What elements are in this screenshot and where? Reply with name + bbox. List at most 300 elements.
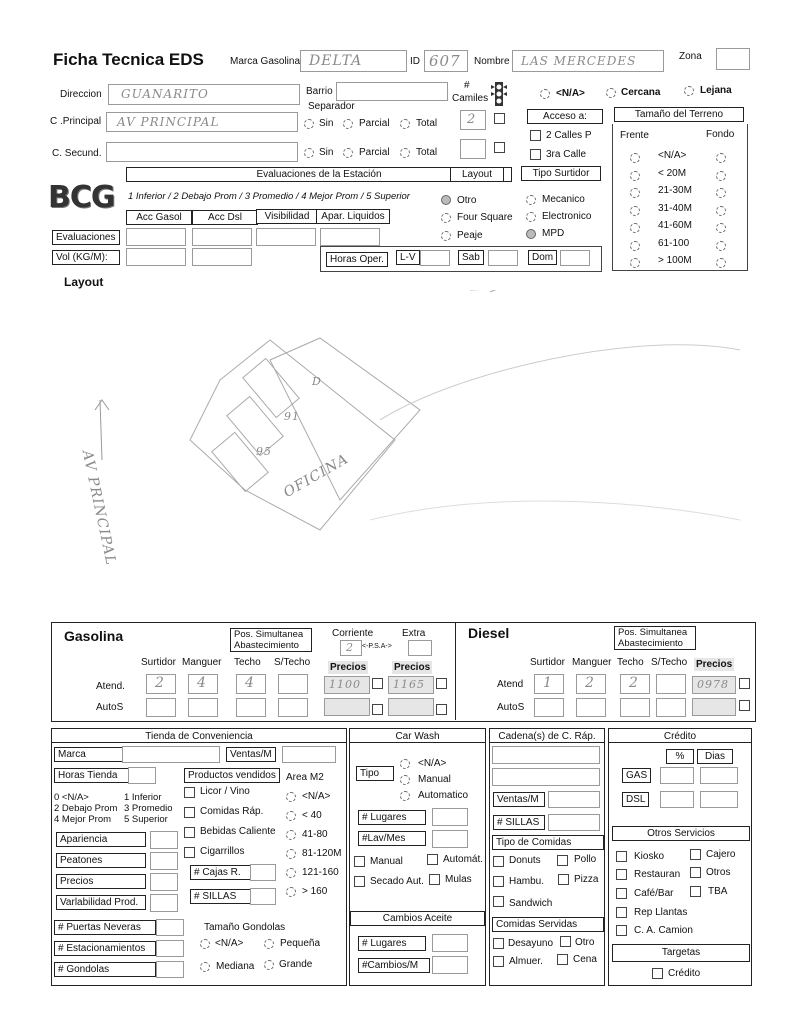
horas-label: Horas Oper. — [326, 252, 388, 267]
otros-servicios-title: Otros Servicios — [612, 826, 750, 841]
terreno-frente-radio[interactable] — [630, 241, 640, 251]
tienda-cajas-field[interactable] — [250, 864, 276, 881]
gasolina-autos-extra-checkbox[interactable] — [436, 704, 447, 715]
tienda-scale-2: 2 Debajo Prom — [54, 803, 118, 814]
cadena-donuts-label: Donuts — [509, 855, 541, 866]
tienda-horas-label: Horas Tienda — [54, 768, 130, 783]
carwash-mulas-label: Mulas — [445, 874, 472, 885]
evaluaciones-title: Evaluaciones de la Estación — [126, 167, 512, 182]
secund-label: C. Secund. — [52, 148, 102, 159]
carwash-lavmes-label: #Lav/Mes — [358, 831, 426, 846]
tienda-title: Tienda de Conveniencia — [52, 731, 346, 743]
secund-field[interactable] — [106, 142, 298, 162]
diesel-autos-label: AutoS — [497, 702, 525, 713]
tienda-productos-label: Productos vendidos — [184, 768, 280, 783]
principal-sin-label: Sin — [319, 118, 334, 129]
diesel-atend-techo[interactable] — [620, 674, 650, 694]
tienda-rating-label: Precios — [56, 874, 146, 889]
marca-value: DELTA — [309, 53, 363, 69]
diesel-atend-surtidor-val: 1 — [543, 675, 553, 691]
terreno-frente-radio[interactable] — [630, 153, 640, 163]
otros-restauran-label: Restauran — [634, 869, 681, 880]
carwash-secado-checkbox[interactable] — [354, 876, 365, 887]
terreno-row-label: 21-30M — [658, 185, 692, 196]
otros-tba-label: TBA — [708, 886, 728, 897]
tienda-gondolas-label: # Gondolas — [54, 962, 156, 977]
surtidor-electronico-label: Electronico — [542, 211, 592, 222]
cadena-sillas-field[interactable] — [548, 814, 600, 831]
carwash-lugares-field[interactable] — [432, 808, 468, 826]
gasolina-autos-extra[interactable] — [388, 698, 434, 716]
secund-sin-label: Sin — [319, 147, 334, 158]
tienda-area-label: Area M2 — [286, 772, 324, 783]
gasolina-precios-corriente-label: Precios — [330, 662, 367, 673]
tienda-area-radio[interactable] — [286, 811, 296, 821]
terreno-row-label: > 100M — [658, 255, 692, 266]
carwash-auto-label: Automatico — [418, 790, 469, 801]
tienda-area-option: <N/A> — [302, 791, 331, 802]
terreno-row-label: 31-40M — [658, 202, 692, 214]
cadena-desayuno-checkbox[interactable] — [493, 938, 504, 949]
tienda-area-option: 121-160 — [302, 867, 339, 878]
tienda-ventas-field[interactable] — [282, 746, 336, 763]
carwash-manual-radio[interactable] — [400, 775, 410, 785]
otros-tba-checkbox[interactable] — [690, 886, 701, 897]
gasolina-autos-manguer[interactable] — [188, 698, 218, 717]
layout-four-radio[interactable] — [441, 213, 451, 223]
secund-total-radio[interactable] — [400, 148, 410, 158]
secund-sin-radio[interactable] — [304, 148, 314, 158]
layout-peaje-radio[interactable] — [441, 231, 451, 241]
horas-sab-field[interactable] — [488, 250, 518, 266]
proximity-na-radio[interactable] — [540, 89, 550, 99]
credito-dias-label: Dias — [697, 749, 733, 764]
tienda-product-checkbox[interactable] — [184, 827, 195, 838]
tienda-estac-field[interactable] — [156, 940, 184, 957]
page-title: Ficha Tecnica EDS — [53, 50, 204, 69]
diesel-title: Diesel — [468, 625, 510, 641]
marca-label: Marca Gasolina — [230, 56, 301, 67]
gasolina-autos-stecho[interactable] — [278, 698, 308, 717]
carwash-na-radio[interactable] — [400, 759, 410, 769]
principal-parcial-label: Parcial — [359, 118, 390, 129]
secund-parcial-label: Parcial — [359, 147, 390, 158]
diesel-autos-checkbox[interactable] — [739, 700, 750, 711]
tienda-puertas-field[interactable] — [156, 919, 184, 936]
otros-cafe-checkbox[interactable] — [616, 888, 627, 899]
terreno-fondo-radio[interactable] — [716, 153, 726, 163]
surtidor-mpd-radio[interactable] — [526, 229, 536, 239]
camiles-checkbox[interactable] — [494, 113, 505, 124]
camiles-hash: # — [464, 80, 470, 91]
gasolina-precio-corriente[interactable] — [324, 676, 370, 694]
diesel-autos-stecho[interactable] — [656, 698, 686, 717]
bcg-logo: BCG — [48, 180, 115, 215]
layout-otro-radio[interactable] — [441, 195, 451, 205]
proximity-cercana-radio[interactable] — [606, 88, 616, 98]
cadena-otro-label: Otro — [575, 937, 595, 948]
evaluaciones-scale: 1 Inferior / 2 Debajo Prom / 3 Promedio / 4 Mejor Prom / 5 Superior — [128, 191, 410, 202]
secund-total-label: Total — [416, 147, 438, 158]
gasolina-psa-right[interactable] — [408, 640, 432, 656]
traffic-light-icon — [491, 82, 507, 106]
gondola-mediana-radio[interactable] — [200, 962, 210, 972]
gasolina-precio-extra[interactable] — [388, 676, 434, 694]
cadena-ventas-field[interactable] — [548, 791, 600, 808]
cadena-otro-checkbox[interactable] — [560, 936, 571, 947]
diesel-atend-stecho[interactable] — [656, 674, 686, 694]
nombre-field[interactable] — [512, 50, 664, 72]
zona-label: Zona — [679, 51, 702, 62]
terreno-fondo-radio[interactable] — [716, 223, 726, 233]
gasolina-psa-value: 2 — [346, 641, 354, 654]
tienda-rating-field[interactable] — [150, 831, 178, 849]
cadena-cena-checkbox[interactable] — [557, 954, 568, 965]
gasolina-autos-corriente[interactable] — [324, 698, 370, 716]
gasolina-atend-manguer-val: 4 — [197, 675, 207, 691]
tienda-product-checkbox[interactable] — [184, 787, 195, 798]
otros-otros-checkbox[interactable] — [690, 867, 701, 878]
credito-gas-dias[interactable] — [700, 767, 738, 784]
barrio-label: Barrio — [306, 86, 333, 97]
cadena-sillas-label: # SILLAS — [493, 815, 545, 830]
otros-cajero-checkbox[interactable] — [690, 849, 701, 860]
cadena-sandwich-label: Sandwich — [509, 898, 553, 909]
diesel-col-manguer: Manguer — [572, 657, 612, 668]
surtidor-title: Tipo Surtidor — [521, 166, 601, 181]
principal-total-radio[interactable] — [400, 119, 410, 129]
surtidor-mpd-label: MPD — [542, 228, 565, 239]
tienda-gondolas-field[interactable] — [156, 961, 184, 978]
carwash-auto-radio[interactable] — [400, 791, 410, 801]
cadena-pollo-label: Pollo — [574, 854, 597, 865]
otros-rep-checkbox[interactable] — [616, 907, 627, 918]
targetas-credito-label: Crédito — [668, 968, 701, 979]
acceso-3ra-checkbox[interactable] — [530, 149, 541, 160]
credito-dsl-pct[interactable] — [660, 791, 694, 808]
layout-four-label: Four Square — [457, 212, 513, 223]
gasolina-atend-label: Atend. — [96, 681, 125, 692]
surtidor-mecanico-label: Mecanico — [542, 194, 585, 205]
camiles-value: 2 — [467, 112, 477, 127]
carwash-automat-checkbox[interactable] — [427, 854, 438, 865]
principal-field[interactable] — [106, 112, 298, 132]
tienda-rating-label: Peatones — [56, 853, 146, 868]
horas-lv-field[interactable] — [420, 250, 450, 266]
id-value: 607 — [429, 52, 461, 70]
tienda-area-option: 81-120M — [302, 848, 342, 859]
nombre-value: LAS MERCEDES — [521, 54, 637, 68]
direccion-label: Direccion — [60, 89, 102, 100]
tienda-puertas-label: # Puertas Neveras — [54, 920, 156, 935]
tienda-product-checkbox[interactable] — [184, 807, 195, 818]
tienda-scale-3: 3 Promedio — [124, 803, 173, 814]
carwash-manual2-label: Manual — [370, 856, 403, 867]
credito-title: Crédito — [609, 731, 751, 743]
sketch-oficina: OFICINA — [280, 450, 352, 502]
gasolina-atend-surtidor[interactable] — [146, 674, 176, 694]
proximity-na-label: <N/A> — [556, 88, 585, 99]
tienda-scale-0: 0 <N/A> — [54, 792, 89, 803]
fuel-divider — [455, 622, 456, 720]
credito-gas-pct[interactable] — [660, 767, 694, 784]
layout-title: Layout — [450, 167, 504, 182]
gasolina-atend-techo-val: 4 — [245, 675, 255, 691]
terreno-row-label: 61-100 — [658, 237, 690, 249]
gasolina-pos-sim: Pos. Simultanea Abastecimiento — [230, 628, 312, 652]
tienda-estac-label: # Estacionamientos — [54, 941, 156, 956]
diesel-atend-manguer[interactable] — [576, 674, 606, 694]
layout-sketch — [40, 290, 760, 610]
camiles2-field[interactable] — [460, 139, 486, 159]
evaluaciones-label: Evaluaciones — [52, 230, 120, 245]
gasolina-autos-techo[interactable] — [236, 698, 266, 717]
tienda-area-radio[interactable] — [286, 849, 296, 859]
targetas-credito-checkbox[interactable] — [652, 968, 663, 979]
vol-gasol-field[interactable] — [126, 248, 186, 266]
credito-dsl-label: DSL — [622, 792, 649, 807]
horas-sab-label: Sab — [458, 250, 484, 265]
principal-label: C .Principal — [50, 116, 102, 127]
gasolina-autos-label: AutoS — [96, 702, 124, 713]
terreno-row-label: <N/A> — [658, 150, 687, 161]
surtidor-mecanico-radio[interactable] — [526, 195, 536, 205]
terreno-frente-radio[interactable] — [630, 171, 640, 181]
terreno-frente-radio[interactable] — [630, 258, 640, 268]
nombre-label: Nombre — [474, 56, 510, 67]
carwash-manual-label: Manual — [418, 774, 451, 785]
tienda-sillas-field[interactable] — [250, 888, 276, 905]
cambios-title: Cambios Aceite — [350, 911, 485, 926]
camiles-label: Camiles — [452, 93, 489, 104]
gasolina-precios-extra-label: Precios — [394, 662, 431, 673]
diesel-autos-manguer[interactable] — [576, 698, 606, 717]
cadena-ventas-label: Ventas/M — [493, 792, 545, 807]
cambios-lugares-field[interactable] — [432, 934, 468, 952]
proximity-lejana-radio[interactable] — [684, 86, 694, 96]
cadena-sandwich-checkbox[interactable] — [493, 896, 504, 907]
gasolina-extra-checkbox[interactable] — [436, 678, 447, 689]
terreno-frente-radio[interactable] — [630, 223, 640, 233]
terreno-frente-radio[interactable] — [630, 188, 640, 198]
cadena-pollo-checkbox[interactable] — [557, 855, 568, 866]
horas-dom-field[interactable] — [560, 250, 590, 266]
cadena-hambu-checkbox[interactable] — [493, 876, 504, 887]
tienda-area-radio[interactable] — [286, 792, 296, 802]
tienda-product-checkbox[interactable] — [184, 847, 195, 858]
horas-dom-label: Dom — [528, 250, 557, 265]
cambios-mes-field[interactable] — [432, 956, 468, 974]
tienda-marca-field[interactable] — [122, 746, 220, 763]
diesel-autos-precio[interactable] — [692, 698, 736, 716]
direccion-field[interactable] — [108, 84, 300, 105]
principal-sin-radio[interactable] — [304, 119, 314, 129]
gasolina-col-surtidor: Surtidor — [141, 657, 177, 668]
gasolina-corriente-label: Corriente — [332, 628, 374, 639]
tienda-area-option: > 160 — [302, 886, 328, 897]
cadena-name2-field[interactable] — [492, 768, 600, 786]
tienda-ventas-label: Ventas/M — [226, 747, 276, 762]
tienda-horas-field[interactable] — [128, 767, 156, 784]
carwash-tipo-label: Tipo — [356, 766, 394, 781]
eval-acc-dsl-field[interactable] — [192, 228, 252, 246]
tienda-scale-1: 1 Inferior — [124, 792, 162, 803]
separador-label: Separador — [308, 101, 355, 112]
eval-visibilidad-field[interactable] — [256, 228, 316, 246]
terreno-fondo-radio[interactable] — [716, 206, 726, 216]
terreno-fondo-radio[interactable] — [716, 171, 726, 181]
tienda-product-label: Cigarrillos — [200, 846, 245, 857]
credito-dsl-dias[interactable] — [700, 791, 738, 808]
cadena-tipo-label: Tipo de Comidas — [492, 835, 604, 850]
diesel-atend-surtidor[interactable] — [534, 674, 564, 694]
sketch-num-91: 91 — [284, 410, 300, 423]
gasolina-psa-left[interactable] — [340, 640, 362, 656]
gondola-na-label: <N/A> — [215, 938, 244, 949]
tienda-rating-field[interactable] — [150, 873, 178, 891]
diesel-pos-sim: Pos. Simultanea Abastecimiento — [614, 626, 696, 650]
layout-peaje-label: Peaje — [457, 230, 483, 241]
diesel-precio-checkbox[interactable] — [739, 678, 750, 689]
terreno-fondo-radio[interactable] — [716, 258, 726, 268]
diesel-col-stecho: S/Techo — [651, 657, 688, 668]
acceso-2calles-label: 2 Calles P — [546, 130, 592, 141]
cadena-name-field[interactable] — [492, 746, 600, 764]
eval-col-acc-gasol: Acc Gasol — [126, 210, 192, 225]
gasolina-precio-corriente-val: 1100 — [329, 678, 361, 691]
gasolina-autos-corriente-checkbox[interactable] — [372, 704, 383, 715]
diesel-autos-surtidor[interactable] — [534, 698, 564, 717]
terreno-fondo-radio[interactable] — [716, 188, 726, 198]
gasolina-corriente-checkbox[interactable] — [372, 678, 383, 689]
tienda-product-label: Bebidas Caliente — [200, 826, 276, 837]
gasolina-atend-techo[interactable] — [236, 674, 266, 694]
gondola-pequena-label: Pequeña — [280, 938, 321, 949]
carwash-lugares-label: # Lugares — [358, 810, 426, 825]
principal-value: AV PRINCIPAL — [117, 115, 220, 129]
diesel-autos-techo[interactable] — [620, 698, 650, 717]
tienda-rating-label: Apariencia — [56, 832, 146, 847]
otros-otros-label: Otros — [706, 867, 731, 878]
carwash-manual-checkbox[interactable] — [354, 856, 365, 867]
carwash-mulas-checkbox[interactable] — [429, 874, 440, 885]
gasolina-atend-stecho[interactable] — [278, 674, 308, 694]
terreno-frente-label: Frente — [620, 130, 649, 141]
diesel-precio[interactable] — [692, 676, 736, 694]
id-field[interactable] — [424, 50, 468, 72]
tienda-area-radio[interactable] — [286, 830, 296, 840]
principal-parcial-radio[interactable] — [343, 119, 353, 129]
tienda-tam-gondolas-label: Tamaño Gondolas — [204, 922, 286, 933]
eval-acc-gasol-field[interactable] — [126, 228, 186, 246]
tienda-rating-field[interactable] — [150, 852, 178, 870]
tienda-area-radio[interactable] — [286, 887, 296, 897]
cadena-almuer-label: Almuer. — [509, 956, 543, 967]
cadena-almuer-checkbox[interactable] — [493, 956, 504, 967]
barrio-field[interactable] — [336, 82, 448, 101]
otros-camion-label: C. A. Camion — [634, 925, 693, 936]
carwash-automat-label: Automát. — [443, 854, 484, 865]
otros-kiosko-label: Kiosko — [634, 851, 665, 862]
acceso-2calles-checkbox[interactable] — [530, 130, 541, 141]
id-label: ID — [410, 56, 420, 67]
cadena-servidas-label: Comidas Servidas — [492, 917, 604, 932]
terreno-frente-radio[interactable] — [630, 206, 640, 216]
diesel-atend-manguer-val: 2 — [585, 675, 595, 691]
gasolina-title: Gasolina — [64, 628, 124, 644]
eval-apar-field[interactable] — [320, 228, 380, 246]
marca-field[interactable] — [300, 50, 407, 72]
cambios-lugares-label: # Lugares — [358, 936, 426, 951]
credito-pct-label: % — [666, 749, 694, 764]
gasolina-psa: <-P.S.A-> — [362, 643, 392, 650]
camiles-field[interactable] — [460, 110, 486, 130]
tienda-area-radio[interactable] — [286, 868, 296, 878]
tienda-area-option: < 40 — [302, 810, 322, 821]
gasolina-autos-surtidor[interactable] — [146, 698, 176, 717]
vol-dsl-field[interactable] — [192, 248, 252, 266]
gasolina-col-manguer: Manguer — [182, 657, 222, 668]
layout-otro-label: Otro — [457, 195, 477, 206]
tienda-product-label: Licor / Vino — [200, 786, 250, 797]
tienda-scale-5: 5 Superior — [124, 814, 168, 825]
acceso-3ra-label: 3ra Calle — [546, 149, 587, 160]
carwash-na-label: <N/A> — [418, 758, 447, 769]
camiles2-checkbox[interactable] — [494, 142, 505, 153]
gondola-grande-radio[interactable] — [264, 960, 274, 970]
diesel-precio-val: 0978 — [697, 678, 729, 691]
credito-gas-label: GAS — [622, 768, 651, 783]
cadena-donuts-checkbox[interactable] — [493, 856, 504, 867]
diesel-col-surtidor: Surtidor — [530, 657, 566, 668]
terreno-fondo-radio[interactable] — [716, 241, 726, 251]
carwash-title: Car Wash — [350, 731, 485, 743]
gondola-na-radio[interactable] — [200, 939, 210, 949]
surtidor-electronico-radio[interactable] — [526, 212, 536, 222]
gasolina-col-stecho: S/Techo — [274, 657, 311, 668]
terreno-row-label: 41-60M — [658, 220, 692, 231]
gondola-pequena-radio[interactable] — [264, 939, 274, 949]
tienda-product-label: Comidas Ráp. — [200, 806, 264, 817]
gasolina-col-techo: Techo — [234, 657, 261, 668]
proximity-lejana-label: Lejana — [700, 85, 732, 96]
cadena-desayuno-label: Desayuno — [508, 938, 554, 949]
secund-parcial-radio[interactable] — [343, 148, 353, 158]
sketch-num-d: D — [312, 375, 322, 388]
gasolina-atend-manguer[interactable] — [188, 674, 218, 694]
gasolina-precio-extra-val: 1165 — [393, 678, 425, 691]
otros-cajero-label: Cajero — [706, 849, 736, 860]
gondola-mediana-label: Mediana — [216, 961, 255, 972]
carwash-lavmes-field[interactable] — [432, 830, 468, 848]
cadena-cena-label: Cena — [573, 954, 597, 965]
cambios-mes-label: #Cambios/M — [358, 958, 430, 973]
otros-camion-checkbox[interactable] — [616, 925, 627, 936]
tienda-rating-field[interactable] — [150, 894, 178, 912]
eval-col-acc-dsl: Acc Dsl — [192, 210, 258, 225]
terreno-row-label: < 20M — [658, 167, 687, 179]
principal-total-label: Total — [416, 118, 438, 129]
otros-kiosko-checkbox[interactable] — [616, 851, 627, 862]
otros-restauran-checkbox[interactable] — [616, 869, 627, 880]
zona-field[interactable] — [716, 48, 750, 70]
cadena-pizza-checkbox[interactable] — [558, 874, 569, 885]
eval-col-apar-liquidos: Apar. Liquidos — [316, 209, 390, 224]
cadena-hambu-label: Hambu. — [509, 876, 545, 887]
otros-cafe-label: Café/Bar — [634, 888, 674, 899]
sketch-title: Layout — [64, 275, 104, 289]
gondola-grande-label: Grande — [279, 959, 313, 970]
